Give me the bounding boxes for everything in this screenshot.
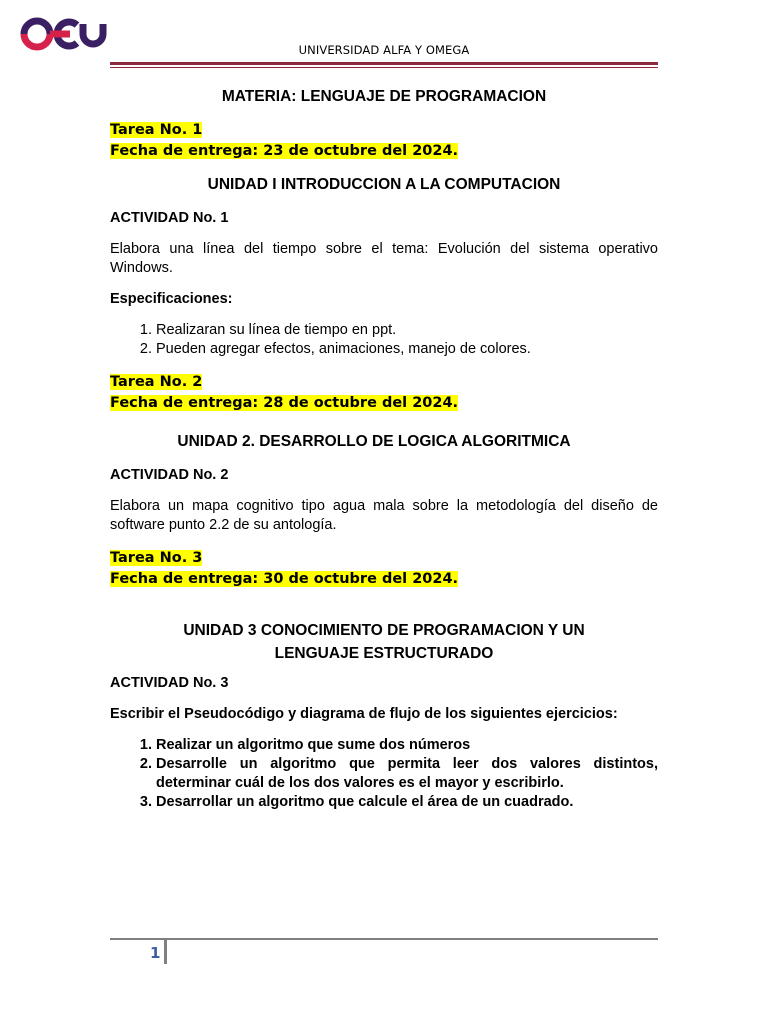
unit-3-title (110, 619, 658, 665)
task-1-due: Fecha de entrega: 23 de octubre del 2024. (110, 143, 459, 159)
list-item: 3. Desarrollar un algoritmo que calcule el área de un cuadrado. (156, 793, 658, 812)
activity-3-title: ACTIVIDAD No. 3 (110, 675, 229, 691)
task-2 (110, 372, 658, 414)
list-item: 1. Realizar un algoritmo que sume dos números (156, 736, 658, 755)
task-1 (110, 120, 658, 162)
task-3-title: Tarea No. 3 (110, 550, 203, 566)
activity-1-specs-list (110, 321, 658, 359)
unit-3-title-line2: LENGUAJE ESTRUCTURADO (274, 645, 494, 662)
unit-2-title: UNIDAD 2. DESARROLLO DE LOGICA ALGORITMICA (177, 433, 571, 450)
header-rule (110, 62, 658, 65)
page-number-divider (164, 940, 167, 964)
task-2-title: Tarea No. 2 (110, 374, 203, 390)
footer-rule (110, 938, 658, 940)
task-1-title: Tarea No. 1 (110, 122, 203, 138)
page-number: 1 (150, 944, 161, 962)
task-3 (110, 548, 658, 590)
activity-1-text: Elabora una línea del tiempo sobre el tema: Evolución del sistema operativo Windows. (110, 241, 658, 276)
list-item: 1. Realizaran su línea de tiempo en ppt. (156, 321, 658, 340)
activity-1-specs-title: Especificaciones: (110, 291, 233, 307)
activity-2-title: ACTIVIDAD No. 2 (110, 467, 229, 483)
activity-3-exercises-list (110, 736, 658, 812)
activity-2-text: Elabora un mapa cognitivo tipo agua mala sobre la metodología del diseño de software punto 2.2 de su antología. (110, 498, 658, 533)
subject-title: MATERIA: LENGUAJE DE PROGRAMACION (221, 88, 547, 105)
task-2-due: Fecha de entrega: 28 de octubre del 2024. (110, 395, 459, 411)
list-item: 2. Pueden agregar efectos, animaciones, manejo de colores. (156, 340, 658, 359)
header-rule-thin (110, 67, 658, 68)
document-body (110, 86, 658, 812)
activity-1-title: ACTIVIDAD No. 1 (110, 210, 229, 226)
unit-1-title: UNIDAD I INTRODUCCION A LA COMPUTACION (207, 176, 561, 193)
header-university: UNIVERSIDAD ALFA Y OMEGA (298, 43, 470, 57)
unit-3-title-line1: UNIDAD 3 CONOCIMIENTO DE PROGRAMACION Y UN (183, 622, 585, 639)
task-3-due: Fecha de entrega: 30 de octubre del 2024. (110, 571, 459, 587)
activity-3-text: Escribir el Pseudocódigo y diagrama de flujo de los siguientes ejercicios: (110, 706, 618, 722)
list-item: 2. Desarrolle un algoritmo que permita leer dos valores distintos, determinar cuál de los dos valores es el mayor y escribirlo. (156, 755, 658, 793)
